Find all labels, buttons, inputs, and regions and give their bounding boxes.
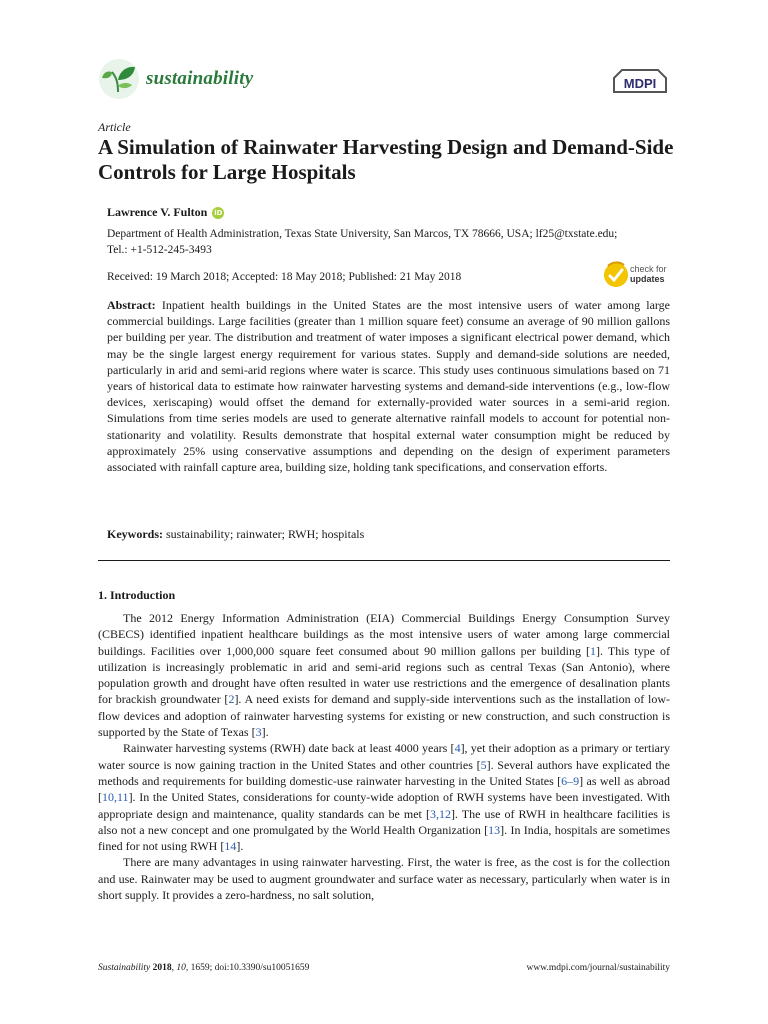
affiliation	[107, 226, 675, 258]
paragraph: The 2012 Energy Information Administration (EIA) Commercial Buildings Energy Consumption Survey (CBECS) identified inpatient healthcare buildings as the most intensive users of water among large commercial buildings. Facilities over 1,000,000 square feet consumed about 90 million gallons per building [1]. This type of utilization is increasingly problematic in arid and semi-arid regions such as central Texas (San Antonio), where population growth and drought have often resulted in water use restrictions and the emergence of desalination plants for brackish groundwater [2]. A need exists for demand and supply-side interventions such as the installation of low-flow devices and adoption of rainwater harvesting systems for existing or new construction, and such construction is supported by the State of Texas [3].	[98, 611, 670, 740]
svg-text:MDPI: MDPI	[623, 76, 657, 91]
footer-volume: 10	[176, 963, 186, 973]
section-heading: 1. Introduction	[98, 588, 176, 602]
author-line	[107, 205, 224, 220]
abstract	[107, 297, 670, 475]
publication-dates: Received: 19 March 2018; Accepted: 18 May 2018; Published: 21 May 2018	[107, 271, 462, 283]
citation-link[interactable]: 13	[488, 822, 501, 837]
check-updates-top: check for	[630, 264, 667, 274]
footer-journal: Sustainability	[98, 963, 151, 973]
paragraph: Rainwater harvesting systems (RWH) date back at least 4000 years [4], yet their adoption as a primary or tertiary water source is now gaining traction in the United States and other countries [5]. Several authors have explicated the methods and requirements for building domestic-use rainwater harvesting in the United States [6–9] as well as abroad [10,11]. In the United States, considerations for county-wide adoption of RWH systems have been investigated. With appropriate design and maintenance, quality standards can be met [3,12]. The use of RWH in healthcare facilities is also not a new concept and one promulgated by the World Health Organization [13]. In India, hospitals are sometimes fined for not using RWH [14].	[98, 741, 671, 854]
citation-link[interactable]: 2	[228, 692, 235, 707]
footer-citation: Sustainability 2018, 10, 1659; doi:10.3390/su10051659	[98, 963, 310, 973]
affiliation-phone: Tel.: +1-512-245-3493	[107, 244, 212, 256]
article-title: A Simulation of Rainwater Harvesting Design and Demand-Side Controls for Large Hospitals	[98, 135, 674, 184]
introduction-body	[98, 610, 670, 903]
affiliation-line: Department of Health Administration, Texas State University, San Marcos, TX 78666, USA; lf25@txstate.edu;	[107, 228, 618, 240]
citation-link[interactable]: 1	[590, 643, 597, 658]
keywords	[107, 527, 670, 542]
paragraph: There are many advantages in using rainwater harvesting. First, the water is free, as the cost is for the collection and use. Rainwater may be used to augment groundwater and surface water as necessary, particularly when water is in short supply. It provides a zero-hardness, no salt solution,	[98, 855, 670, 903]
citation-link[interactable]: 6–9	[561, 773, 580, 788]
citation-link[interactable]: 3	[255, 725, 262, 740]
abstract-text: Inpatient health buildings in the United States are the most intensive users of water among large commercial buildings. Large facilities (greater than 1 million square feet) consume an average of 90 million gallons per building per year. The distribution and treatment of water imposes a significant electrical power demand, which may be the single largest energy requirement for various states. Supply and demand-side solutions are needed, particularly in arid and semi-arid regions where water is scarce. This study uses continuous simulations based on 71 years of historical data to estimate how rainwater harvesting systems and demand-side interventions (e.g., low-flow devices, xeriscaping) would offset the demand for externally-provided water sources in a semi-arid region. Simulations from time series models are used to generate alternative rainfall models to account for potential non-stationarity and volatility. Results demonstrate that hospital external water consumption might be reduced by approximately 25% using conservative assumptions and depending on the design of experiment parameters associated with rainfall capture area, building size, holding tank specifications, and conservation efforts.	[107, 298, 670, 475]
mdpi-logo	[608, 66, 672, 96]
footer-journal-url[interactable]: www.mdpi.com/journal/sustainability	[526, 963, 670, 973]
check-for-updates-badge[interactable]	[602, 258, 674, 292]
article-type: Article	[98, 120, 131, 134]
citation-link[interactable]: 4	[454, 741, 461, 756]
orcid-icon[interactable]: iD	[214, 209, 223, 217]
check-updates-bottom: updates	[630, 274, 665, 284]
author-name[interactable]: Lawrence V. Fulton	[107, 205, 208, 219]
footer-doi: , 1659; doi:10.3390/su10051659	[185, 963, 310, 973]
journal-name: sustainability	[146, 68, 254, 89]
citation-link[interactable]: 10,11	[102, 790, 129, 805]
citation-link[interactable]: 5	[480, 757, 487, 772]
section-divider	[98, 560, 670, 561]
keywords-text: sustainability; rainwater; RWH; hospitals	[166, 527, 365, 541]
sustainability-leaf-logo	[98, 58, 140, 100]
abstract-label: Abstract:	[107, 298, 156, 312]
footer-year: 2018	[152, 963, 172, 973]
citation-link[interactable]: 14	[224, 839, 237, 854]
citation-link[interactable]: 3,12	[429, 806, 451, 821]
keywords-label: Keywords:	[107, 527, 163, 541]
